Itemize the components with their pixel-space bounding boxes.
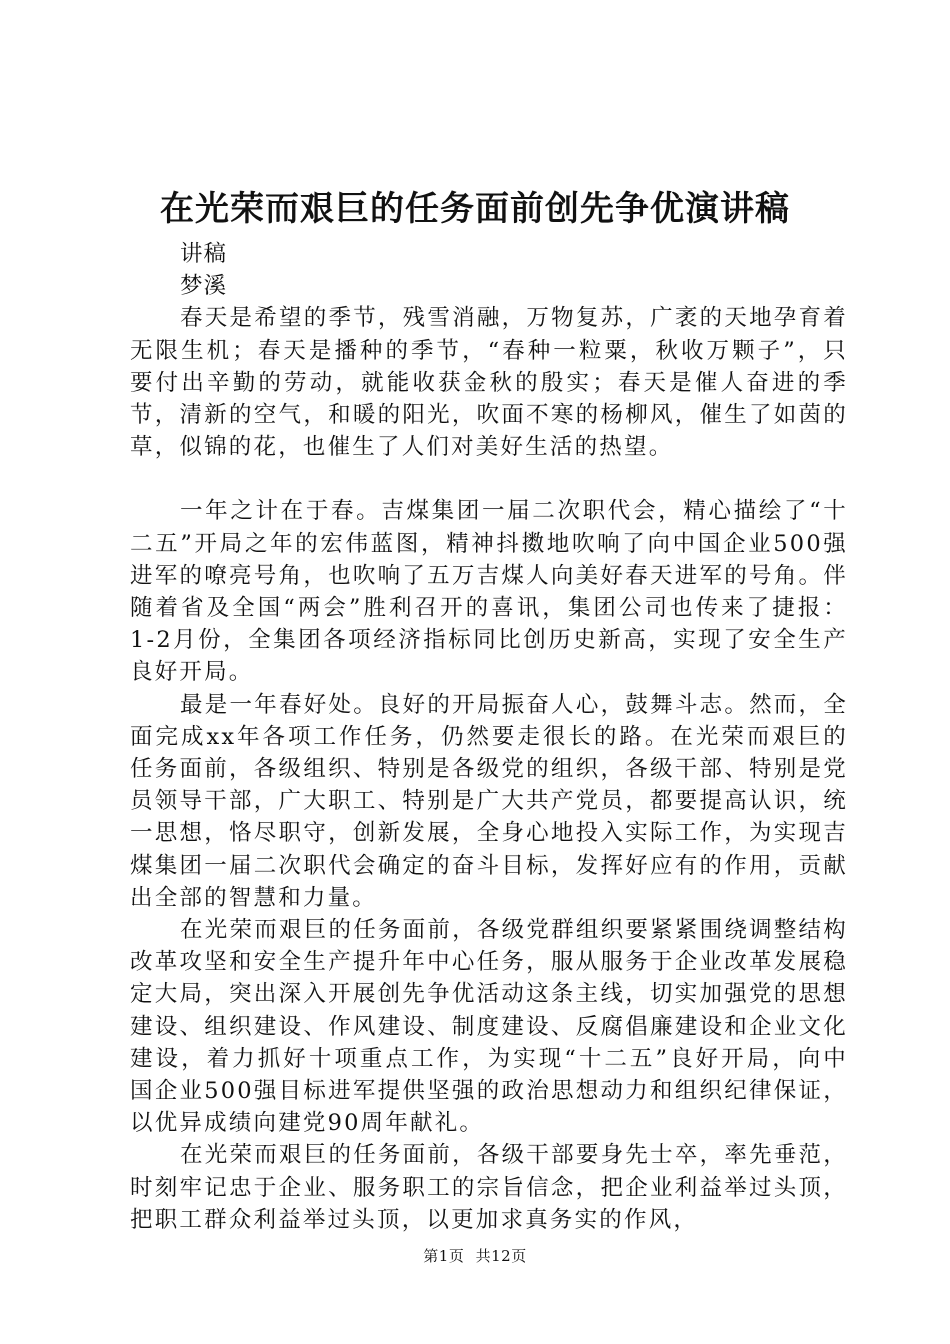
document-author: 梦溪 [180,273,228,300]
paragraph-2: 一年之计在于春。吉煤集团一届二次职代会，精心描绘了“十二五”开局之年的宏伟蓝图，精神抖擞地吹响了向中国企业500强进军的嘹亮号角，也吹响了五万吉煤人向美好春天进军的号角。伴随着省及全国“两会”胜利召开的喜讯，集团公司也传来了捷报：1-2月份，全集团各项经济指标同比创历史新高，实现了安全生产良好开局。 [130,498,848,686]
paragraph-4: 在光荣而艰巨的任务面前，各级党群组织要紧紧围绕调整结构改革攻坚和安全生产提升年中心任务，服从服务于企业改革发展稳定大局，突出深入开展创先争优活动这条主线，切实加强党的思想建设、组织建设、作风建设、制度建设、反腐倡廉建设和企业文化建设，着力抓好十项重点工作，为实现“十二五”良好开局，向中国企业500强目标进军提供坚强的政治思想动力和组织纪律保证，以优异成绩向建党90周年献礼。 [130,917,848,1137]
page-title: 在光荣而艰巨的任务面前创先争优演讲稿 [160,189,790,229]
document-subtitle: 讲稿 [180,241,228,267]
paragraph-3: 最是一年春好处。良好的开局振奋人心，鼓舞斗志。然而，全面完成xx年各项工作任务，仍然要走很长的路。在光荣而艰巨的任务面前，各级组织、特别是各级党的组织，各级干部、特别是党员领导干部，广大职工、特别是广大共产党员，都要提高认识，统一思想，恪尽职守，创新发展，全身心地投入实际工作，为实现吉煤集团一届二次职代会确定的奋斗目标，发挥好应有的作用，贡献出全部的智慧和力量。 [130,691,848,911]
paragraph-5: 在光荣而艰巨的任务面前，各级干部要身先士卒，率先垂范，时刻牢记忠于企业、服务职工的宗旨信念，把企业利益举过头顶，把职工群众利益举过头顶，以更加求真务实的作风， [130,1142,848,1233]
page-footer: 第1页 共12页 [423,1247,527,1265]
document-body [130,238,848,1236]
paragraph-1: 春天是希望的季节，残雪消融，万物复苏，广袤的天地孕育着无限生机；春天是播种的季节，“春种一粒粟，秋收万颗子”，只要付出辛勤的劳动，就能收获金秋的殷实；春天是催人奋进的季节，清新的空气，和暖的阳光，吹面不寒的杨柳风，催生了如茵的草，似锦的花，也催生了人们对美好生活的热望。 [130,305,848,461]
